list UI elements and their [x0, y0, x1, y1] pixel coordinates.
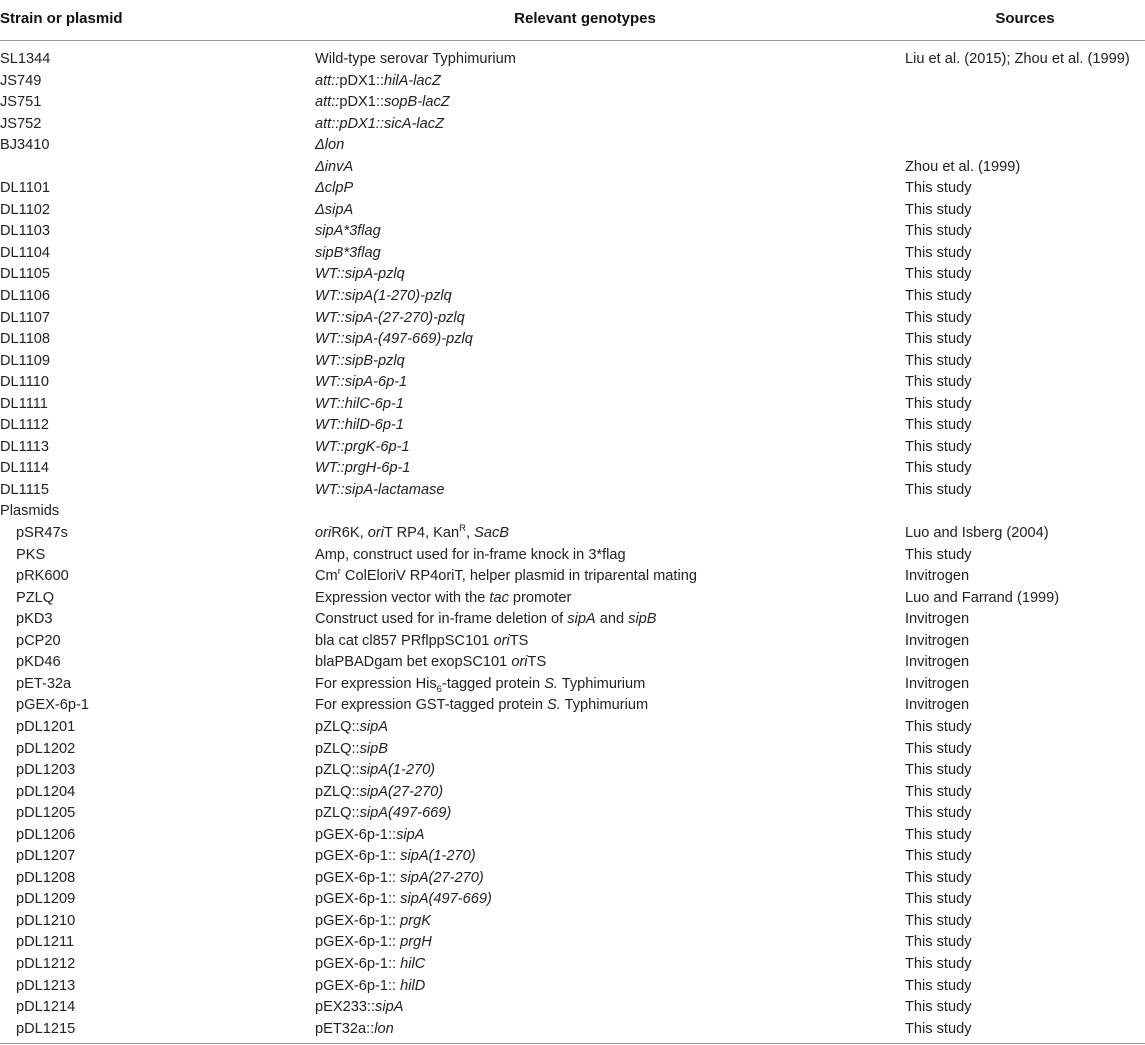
- genotype-text: For expression GST-tagged protein: [315, 697, 547, 714]
- table-row: [0, 976, 1145, 998]
- genotype-text: ,: [465, 525, 475, 542]
- source-cell: Invitrogen: [905, 654, 970, 671]
- table-row: [0, 609, 1145, 631]
- genotype-text: sipA: [375, 999, 404, 1016]
- table-row: [0, 243, 1145, 265]
- genotype-text: WT::sipA-pzlq: [315, 266, 405, 283]
- source-cell: This study: [905, 331, 972, 348]
- genotype-cell: [315, 739, 388, 761]
- table-row: [0, 932, 1145, 954]
- genotype-text: att::: [315, 72, 340, 89]
- genotype-text: pZLQ::: [315, 718, 360, 735]
- strain-cell: pDL1213: [16, 977, 76, 994]
- genotype-cell: [315, 221, 381, 243]
- strain-cell: DL1110: [0, 374, 49, 391]
- genotype-cell: [315, 480, 444, 502]
- genotype-cell: [315, 157, 353, 179]
- genotype-cell: [315, 200, 353, 222]
- source-cell: This study: [905, 718, 972, 735]
- genotype-cell: [315, 652, 546, 674]
- genotype-text: pET32a::: [315, 1020, 375, 1037]
- genotype-text: For expression His: [315, 675, 437, 692]
- genotype-text: sipB*3flag: [315, 244, 381, 261]
- genotype-cell: [315, 889, 492, 911]
- table-row: [0, 114, 1145, 136]
- strain-cell: DL1104: [0, 244, 51, 261]
- genotype-cell: [315, 92, 450, 114]
- table-row: [0, 739, 1145, 761]
- table-row: [0, 92, 1145, 114]
- genotype-cell: [315, 631, 528, 653]
- table-row: [0, 480, 1145, 502]
- genotype-cell: [315, 71, 441, 93]
- table-row: [0, 695, 1145, 717]
- genotype-cell: [315, 394, 404, 416]
- genotype-cell: [315, 760, 435, 782]
- strain-cell: JS749: [0, 72, 42, 89]
- source-cell: This study: [905, 417, 972, 434]
- strain-cell: pDL1203: [16, 762, 76, 779]
- genotype-text: WT::sipB-pzlq: [315, 352, 405, 369]
- genotype-text: WT::prgH-6p-1: [315, 460, 411, 477]
- genotype-text: T RP4, Kan: [383, 525, 460, 542]
- genotype-text: WT::prgK-6p-1: [315, 438, 410, 455]
- source-cell: This study: [905, 266, 972, 283]
- source-cell: This study: [905, 395, 972, 412]
- strain-cell: DL1103: [0, 223, 51, 240]
- genotype-text: sipA: [359, 718, 388, 735]
- genotype-text: WT::hilC-6p-1: [315, 395, 404, 412]
- genotype-cell: [315, 286, 452, 308]
- genotype-text: bla cat cl857 PRflppSC101: [315, 632, 494, 649]
- source-cell: This study: [905, 783, 972, 800]
- source-cell: This study: [905, 1020, 972, 1037]
- table-row: [0, 566, 1145, 588]
- genotype-text: pZLQ::: [315, 740, 360, 757]
- genotype-text: pGEX-6p-1::: [315, 977, 401, 994]
- genotype-cell: [315, 49, 516, 71]
- table-row: [0, 846, 1145, 868]
- genotype-text: Amp, construct used for in-frame knock in 3*flag: [315, 546, 626, 563]
- genotype-cell: [315, 264, 405, 286]
- source-cell: This study: [905, 201, 972, 218]
- table-row: [0, 394, 1145, 416]
- strain-cell: PKS: [16, 546, 46, 563]
- source-cell: Luo and Isberg (2004): [905, 525, 1049, 542]
- table-row: [0, 868, 1145, 890]
- genotype-cell: [315, 846, 476, 868]
- strain-cell: pSR47s: [16, 525, 68, 542]
- genotype-text: S.: [544, 675, 558, 692]
- strain-cell: pDL1214: [16, 999, 76, 1016]
- genotype-text: ΔsipA: [315, 201, 354, 218]
- genotype-cell: [315, 997, 403, 1019]
- table-row: [0, 760, 1145, 782]
- genotype-cell: [315, 415, 404, 437]
- genotype-text: Typhimurium: [557, 675, 646, 692]
- genotype-cell: [315, 609, 657, 631]
- table-row: [0, 911, 1145, 933]
- genotype-text: r: [337, 566, 341, 578]
- genotype-text: hilA-lacZ: [383, 72, 441, 89]
- genotype-text: pZLQ::: [315, 783, 360, 800]
- strain-cell: pDL1212: [16, 955, 76, 972]
- strain-cell: pET-32a: [16, 675, 72, 692]
- genotype-cell: [315, 437, 410, 459]
- strain-cell: Plasmids: [0, 503, 60, 520]
- table-row: [0, 997, 1145, 1019]
- genotype-cell: [315, 825, 425, 847]
- genotype-text: pZLQ::: [315, 762, 360, 779]
- genotype-text: pGEX-6p-1::: [315, 826, 397, 843]
- header-genotype: Relevant genotypes: [514, 10, 656, 27]
- genotype-cell: [315, 932, 432, 954]
- source-cell: This study: [905, 546, 972, 563]
- genotype-text: sipA(27-270): [359, 783, 444, 800]
- genotype-text: ori: [493, 632, 510, 649]
- genotype-text: pDX1::: [339, 72, 384, 89]
- source-cell: This study: [905, 309, 972, 326]
- table-row: [0, 178, 1145, 200]
- source-cell: This study: [905, 955, 972, 972]
- genotype-text: pGEX-6p-1::: [315, 869, 401, 886]
- table-row: [0, 372, 1145, 394]
- genotype-cell: [315, 458, 410, 480]
- genotype-text: sipA*3flag: [315, 223, 381, 240]
- source-cell: This study: [905, 740, 972, 757]
- genotype-text: hilC: [400, 955, 426, 972]
- genotype-text: prgK: [400, 912, 431, 929]
- source-cell: Invitrogen: [905, 611, 970, 628]
- table-row: [0, 523, 1145, 545]
- genotype-cell: [315, 372, 407, 394]
- source-cell: This study: [905, 180, 972, 197]
- genotype-cell: [315, 588, 571, 610]
- genotype-cell: [315, 329, 473, 351]
- source-cell: This study: [905, 869, 972, 886]
- genotype-text: sopB-lacZ: [383, 94, 450, 111]
- genotype-text: WT::sipA-lactamase: [315, 481, 445, 498]
- strain-cell: pKD3: [16, 611, 53, 628]
- strain-cell: DL1107: [0, 309, 51, 326]
- genotype-text: att::: [315, 94, 340, 111]
- genotype-text: ΔclpP: [315, 180, 354, 197]
- genotype-cell: [315, 1019, 394, 1041]
- table-row: [0, 286, 1145, 308]
- genotype-cell: [315, 695, 648, 717]
- strain-cell: PZLQ: [16, 589, 55, 606]
- strain-cell: pDL1206: [16, 826, 76, 843]
- header-source: Sources: [995, 10, 1055, 27]
- genotype-text: sipA(497-669): [400, 891, 492, 908]
- source-cell: This study: [905, 352, 972, 369]
- table-row: [0, 954, 1145, 976]
- genotype-text: ΔinvA: [315, 158, 354, 175]
- genotype-text: hilD: [400, 977, 426, 994]
- genotype-text: TS: [509, 632, 529, 649]
- strain-cell: DL1106: [0, 288, 51, 305]
- genotype-cell: [315, 868, 484, 890]
- strain-cell: pDL1205: [16, 805, 76, 822]
- genotype-text: pGEX-6p-1::: [315, 955, 401, 972]
- genotype-text: Cm: [315, 568, 338, 585]
- strain-cell: DL1105: [0, 266, 51, 283]
- genotype-cell: [315, 523, 509, 545]
- genotype-text: lon: [374, 1020, 394, 1037]
- table-row: [0, 458, 1145, 480]
- strain-cell: DL1113: [0, 438, 49, 455]
- table-row: [0, 135, 1145, 157]
- table-row: [0, 782, 1145, 804]
- genotype-cell: [315, 135, 344, 157]
- strain-cell: DL1101: [0, 180, 51, 197]
- genotype-text: Δlon: [315, 137, 345, 154]
- source-cell: Invitrogen: [905, 697, 970, 714]
- strain-cell: DL1112: [0, 417, 49, 434]
- genotype-text: pGEX-6p-1::: [315, 891, 401, 908]
- genotype-text: Wild-type serovar Typhimurium: [315, 51, 516, 67]
- strain-cell: JS751: [0, 94, 42, 111]
- genotype-cell: [315, 243, 381, 265]
- genotype-text: sipB: [359, 740, 388, 757]
- source-cell: This study: [905, 826, 972, 843]
- genotype-text: sipA(1-270): [400, 848, 476, 865]
- genotype-text: pGEX-6p-1::: [315, 912, 401, 929]
- genotype-text: and: [595, 611, 629, 628]
- strain-cell: pRK600: [16, 568, 69, 585]
- genotype-text: sipB: [628, 611, 657, 628]
- strain-cell: pDL1208: [16, 869, 76, 886]
- genotype-cell: [315, 782, 443, 804]
- genotype-text: TS: [527, 654, 547, 671]
- strain-cell: pDL1207: [16, 848, 76, 865]
- table-row: [0, 351, 1145, 373]
- table-row: [0, 631, 1145, 653]
- genotype-text: SacB: [474, 525, 509, 542]
- strain-cell: DL1102: [0, 201, 51, 218]
- table-row: [0, 803, 1145, 825]
- source-cell: Zhou et al. (1999): [905, 158, 1021, 175]
- genotype-text: -tagged protein: [441, 675, 545, 692]
- source-cell: This study: [905, 288, 972, 305]
- genotype-text: sipA(497-669): [359, 805, 452, 822]
- header-strain: Strain or plasmid: [0, 10, 123, 27]
- source-cell: This study: [905, 805, 972, 822]
- table-row: [0, 308, 1145, 330]
- strain-cell: DL1115: [0, 481, 49, 498]
- genotype-text: ori: [367, 525, 384, 542]
- genotype-text: WT::sipA-(27-270)-pzlq: [315, 309, 465, 326]
- genotype-text: att::pDX1::sicA-lacZ: [315, 115, 444, 132]
- genotype-cell: [315, 178, 353, 200]
- source-cell: Invitrogen: [905, 632, 970, 649]
- source-cell: Luo and Farrand (1999): [905, 589, 1060, 606]
- source-cell: This study: [905, 977, 972, 994]
- genotype-text: Construct used for in-frame deletion of: [315, 611, 568, 628]
- genotype-text: prgH: [400, 934, 432, 951]
- source-cell: This study: [905, 891, 972, 908]
- genotype-cell: [315, 566, 697, 588]
- genotype-text: pZLQ::: [315, 805, 360, 822]
- genotype-text: S.: [547, 697, 561, 714]
- table-row: [0, 717, 1145, 739]
- genotype-text: Typhimurium: [560, 697, 649, 714]
- strain-cell: pDL1210: [16, 912, 76, 929]
- genotype-cell: [315, 911, 431, 933]
- source-cell: This study: [905, 460, 972, 477]
- genotype-text: R6K,: [331, 525, 368, 542]
- genotype-cell: [315, 114, 444, 136]
- strain-cell: pDL1204: [16, 783, 76, 800]
- table-row: [0, 1019, 1145, 1041]
- table-row: [0, 652, 1145, 674]
- strain-cell: pCP20: [16, 632, 61, 649]
- table-row: [0, 415, 1145, 437]
- table-row: [0, 264, 1145, 286]
- genotype-text: WT::sipA-(497-669)-pzlq: [315, 331, 473, 348]
- genotype-text: ori: [315, 525, 332, 542]
- source-cell: This study: [905, 912, 972, 929]
- strain-cell: pDL1215: [16, 1020, 76, 1037]
- genotype-text: WT::hilD-6p-1: [315, 417, 404, 434]
- table-row: [0, 437, 1145, 459]
- strain-cell: DL1109: [0, 352, 51, 369]
- strain-cell: JS752: [0, 115, 42, 132]
- source-cell: This study: [905, 848, 972, 865]
- genotype-text: pEX233::: [315, 999, 376, 1016]
- genotype-cell: [315, 674, 645, 696]
- table-row: [0, 889, 1145, 911]
- genotype-text: pDX1::: [339, 94, 384, 111]
- source-cell: Liu et al. (2015); Zhou et al. (1999): [905, 51, 1130, 67]
- source-cell: This study: [905, 762, 972, 779]
- source-cell: This study: [905, 244, 972, 261]
- genotype-text: tac: [489, 589, 509, 606]
- strain-cell: DL1111: [0, 395, 48, 412]
- strain-cell: pKD46: [16, 654, 61, 671]
- genotype-cell: [315, 803, 451, 825]
- source-cell: This study: [905, 223, 972, 240]
- genotype-cell: [315, 545, 626, 567]
- genotype-text: sipA: [396, 826, 425, 843]
- source-cell: This study: [905, 374, 972, 391]
- genotype-text: WT::sipA-6p-1: [315, 374, 408, 391]
- bottom-rule: [0, 1043, 1145, 1044]
- genotype-cell: [315, 351, 405, 373]
- strain-cell: pGEX-6p-1: [16, 697, 90, 714]
- genotype-text: sipA(27-270): [400, 869, 484, 886]
- source-cell: Invitrogen: [905, 675, 970, 692]
- genotype-text: R: [459, 523, 466, 535]
- genotype-text: pGEX-6p-1::: [315, 934, 401, 951]
- source-cell: This study: [905, 438, 972, 455]
- strain-cell: SL1344: [0, 51, 51, 67]
- source-cell: This study: [905, 999, 972, 1016]
- genotype-cell: [315, 976, 425, 998]
- strain-cell: pDL1211: [16, 934, 75, 951]
- genotype-text: 6: [436, 683, 442, 695]
- genotype-text: ColEloriV RP4oriT, helper plasmid in triparental mating: [340, 568, 697, 585]
- genotype-text: sipA: [567, 611, 596, 628]
- table-row: [0, 588, 1145, 610]
- genotype-text: pGEX-6p-1::: [315, 848, 401, 865]
- table-row: [0, 329, 1145, 351]
- table-row: [0, 49, 1145, 71]
- genotype-cell: [315, 954, 425, 976]
- strain-cell: pDL1209: [16, 891, 76, 908]
- table-row: [0, 71, 1145, 93]
- source-cell: This study: [905, 481, 972, 498]
- source-cell: Invitrogen: [905, 568, 970, 585]
- genotype-text: blaPBADgam bet exopSC101: [315, 654, 512, 671]
- genotype-text: ori: [511, 654, 528, 671]
- strain-cell: pDL1202: [16, 740, 76, 757]
- genotype-text: sipA(1-270): [359, 762, 436, 779]
- table-row: [0, 157, 1145, 179]
- genotype-cell: [315, 717, 388, 739]
- strain-cell: BJ3410: [0, 137, 50, 154]
- genotype-cell: [315, 308, 465, 330]
- table-row: [0, 825, 1145, 847]
- genotype-text: WT::sipA(1-270)-pzlq: [315, 288, 452, 305]
- genotype-text: promoter: [508, 589, 572, 606]
- table-row: [0, 545, 1145, 567]
- table-row: [0, 200, 1145, 222]
- genotype-text: Expression vector with the: [315, 589, 490, 606]
- strain-cell: pDL1201: [16, 718, 76, 735]
- strain-cell: DL1114: [0, 460, 49, 477]
- table-row: [0, 501, 1145, 523]
- table-body: [0, 49, 1145, 1040]
- table-header: [0, 0, 1145, 41]
- table-row: [0, 221, 1145, 243]
- source-cell: This study: [905, 934, 972, 951]
- table-row: [0, 674, 1145, 696]
- strain-cell: DL1108: [0, 331, 51, 348]
